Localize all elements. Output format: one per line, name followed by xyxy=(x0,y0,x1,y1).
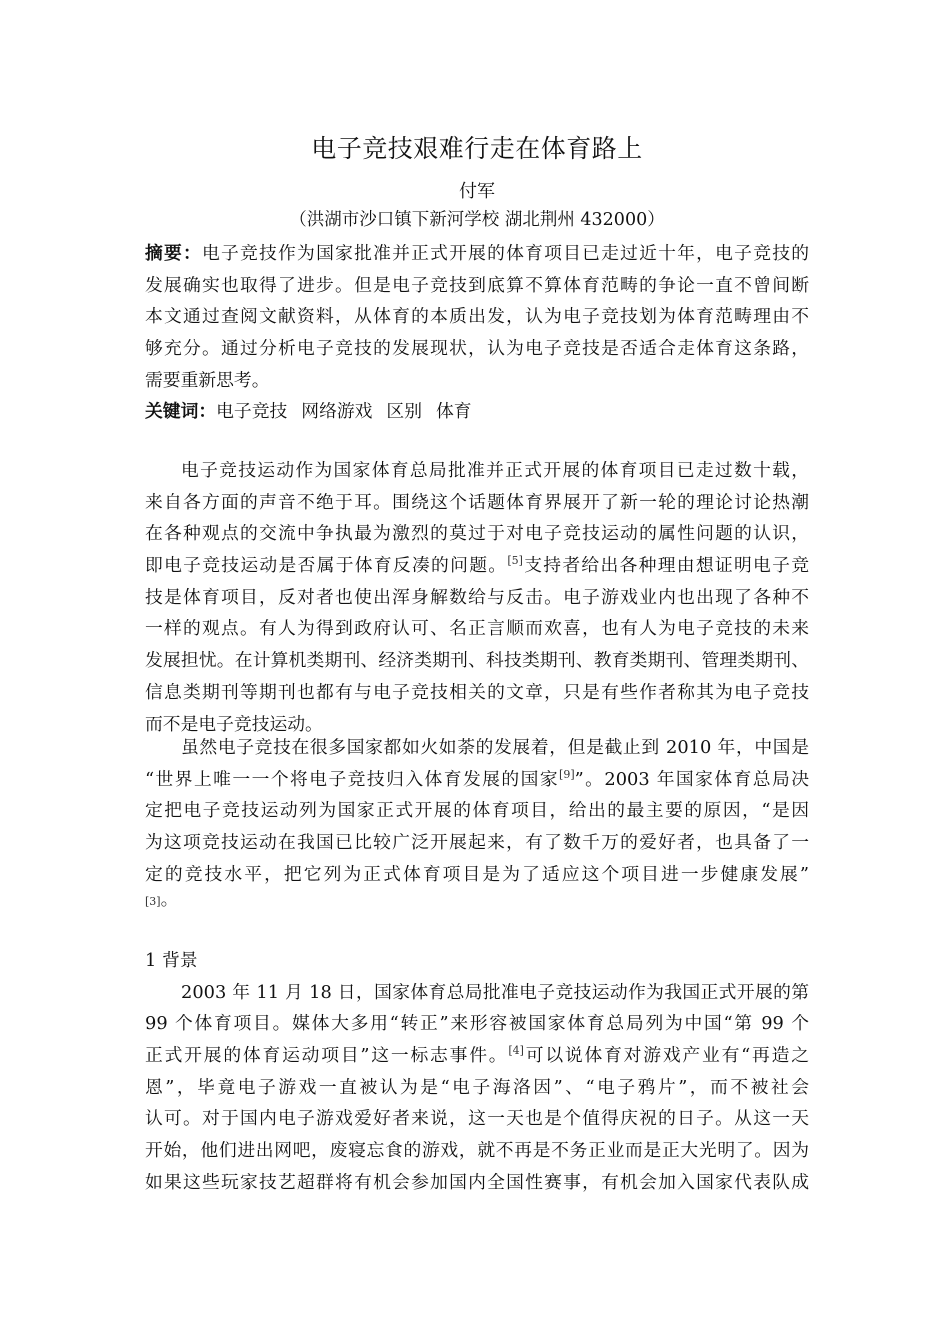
paragraph-line: 定把电子竞技运动列为国家正式开展的体育项目，给出的最主要的原因，“是因 xyxy=(145,800,809,822)
keyword-item: 电子竞技 xyxy=(216,401,288,422)
paper-title: 电子竞技艰难行走在体育路上 xyxy=(311,134,643,163)
paragraph-line: 一样的观点。有人为得到政府认可、名正言顺而欢喜，也有人为电子竞技的未来 xyxy=(145,618,809,640)
paragraph-line: 恩”，毕竟电子游戏一直被认为是“电子海洛因”、“电子鸦片”，而不被社会 xyxy=(145,1076,809,1098)
author-name: 付军 xyxy=(459,181,495,202)
intro-paragraph-1 xyxy=(145,455,809,740)
abstract-line: 发展确实也取得了进步。但是电子竞技到底算不算体育范畴的争论一直不曾间断 xyxy=(145,274,809,296)
citation: [4] xyxy=(508,1044,524,1058)
paragraph-line: 来自各方面的声音不绝于耳。围绕这个话题体育界展开了新一轮的理论讨论热潮 xyxy=(145,491,809,513)
abstract-text: 电子竞技作为国家批准并正式开展的体育项目已走过近十年，电子竞技的 xyxy=(202,243,809,264)
abstract-line: 需要重新思考。 xyxy=(145,369,270,391)
keyword-item: 区别 xyxy=(386,401,422,422)
paragraph-line: 发展担忧。在计算机类期刊、经济类期刊、科技类期刊、教育类期刊、管理类期刊、 xyxy=(145,650,809,672)
section-1 xyxy=(145,945,809,1199)
paragraph-line: 开始，他们进出网吧，废寝忘食的游戏，就不再是不务正业而是正大光明了。因为 xyxy=(145,1140,809,1162)
author-affiliation: （洪湖市沙口镇下新河学校 湖北荆州 432000） xyxy=(289,210,665,230)
keyword-item: 网络游戏 xyxy=(301,401,373,422)
paragraph-line: 2003 年 11 月 18 日，国家体育总局批准电子竞技运动作为我国正式开展的第 xyxy=(181,981,809,1003)
keywords-line xyxy=(145,396,809,428)
paragraph-line: 认可。对于国内电子游戏爱好者来说，这一天也是个值得庆祝的日子。从这一天 xyxy=(145,1108,809,1130)
paragraph-line: 定的竞技水平，把它列为正式体育项目是为了适应这个项目进一步健康发展” xyxy=(145,863,809,885)
paragraph-line: 99 个体育项目。媒体大多用“转正”来形容被国家体育总局列为中国“第 99 个 xyxy=(145,1013,809,1035)
paragraph-line: 技是体育项目，反对者也使出浑身解数给与反击。电子游戏业内也出现了各种不 xyxy=(145,586,809,608)
keyword-item: 体育 xyxy=(436,401,472,422)
paragraph-line: 为这项竞技运动在我国已比较广泛开展起来，有了数千万的爱好者，也具备了一 xyxy=(145,832,809,854)
paragraph-line: “世界上唯一一个将电子竞技归入体育发展的国家[9]”。2003 年国家体育总局决 xyxy=(145,767,810,790)
abstract-label: 摘要： xyxy=(145,243,203,264)
citation: [9] xyxy=(559,767,575,781)
paragraph-line: [3]。 xyxy=(145,889,179,911)
section-heading: 1 背景 xyxy=(145,950,198,971)
citation: [5] xyxy=(507,554,523,568)
keywords-label: 关键词： xyxy=(145,401,217,422)
citation: [3] xyxy=(145,895,161,909)
paragraph-line: 虽然电子竞技在很多国家都如火如荼的发展着，但是截止到 2010 年，中国是 xyxy=(181,737,809,758)
paragraph-line: 正式开展的体育运动项目”这一标志事件。[4]可以说体育对游戏产业有“再造之 xyxy=(145,1044,810,1067)
abstract xyxy=(145,238,809,396)
paragraph-line: 如果这些玩家技艺超群将有机会参加国内全国性赛事，有机会加入国家代表队成 xyxy=(145,1171,809,1193)
paragraph-line: 电子竞技运动作为国家体育总局批准并正式开展的体育项目已走过数十载， xyxy=(181,460,809,481)
abstract-line: 够充分。通过分析电子竞技的发展现状，认为电子竞技是否适合走体育这条路， xyxy=(145,338,809,360)
paragraph-line: 即电子竞技运动是否属于体育反凑的问题。[5]支持者给出各种理由想证明电子竞 xyxy=(145,554,809,577)
abstract-line: 本文通过查阅文献资料，从体育的本质出发，认为电子竞技划为体育范畴理由不 xyxy=(145,306,809,328)
paragraph-line: 而不是电子竞技运动。 xyxy=(145,713,323,735)
paragraph-line: 在各种观点的交流中争执最为激烈的莫过于对电子竞技运动的属性问题的认识， xyxy=(145,523,809,545)
abstract-line xyxy=(145,238,809,270)
paragraph-line: 信息类期刊等期刊也都有与电子竞技相关的文章，只是有些作者称其为电子竞技 xyxy=(145,681,809,703)
keywords xyxy=(145,396,809,428)
intro-paragraph-2 xyxy=(145,732,809,916)
